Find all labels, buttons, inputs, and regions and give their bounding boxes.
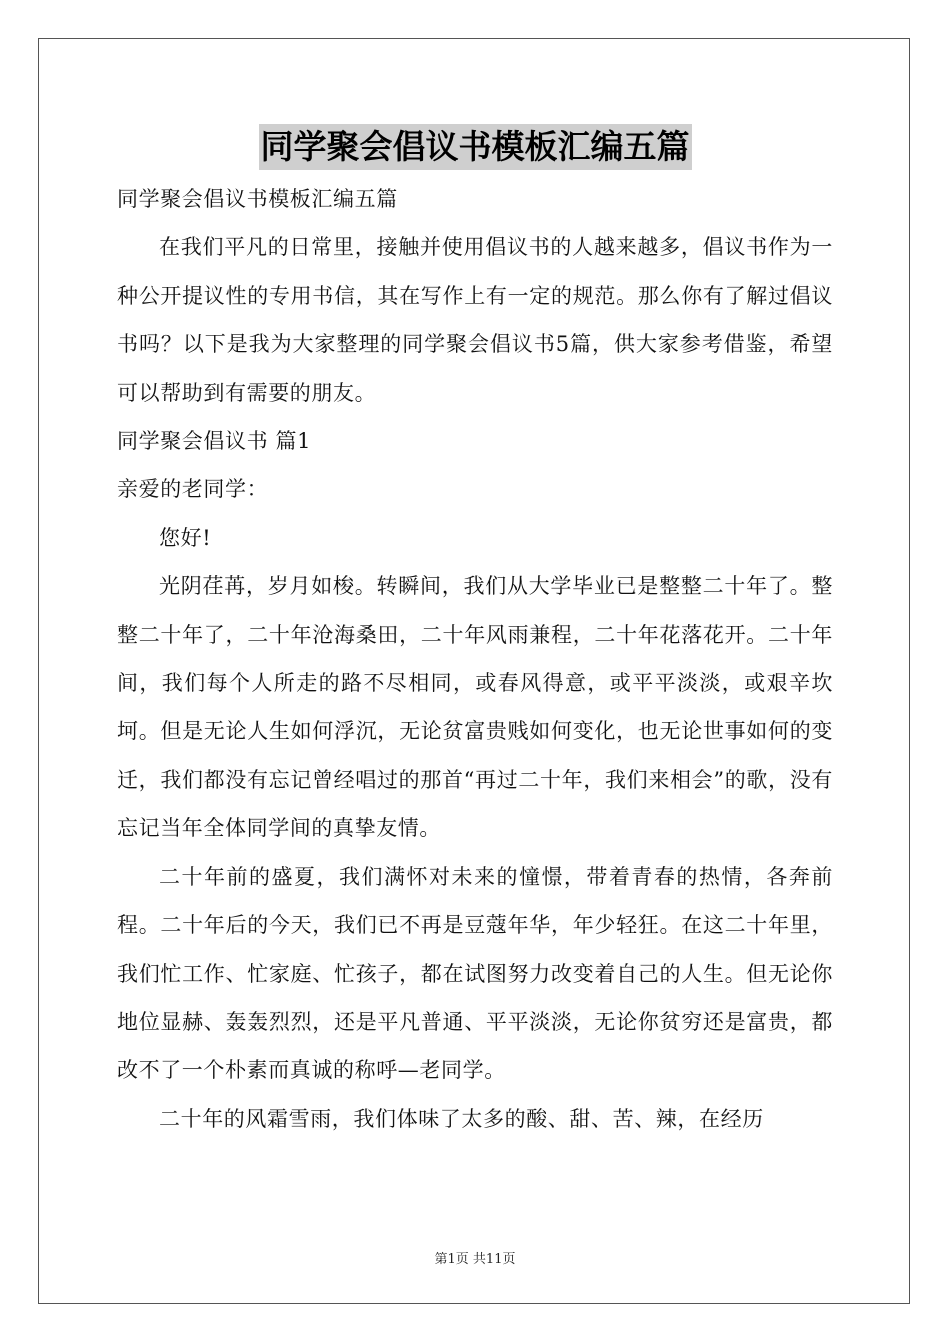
title-container: [0, 124, 950, 170]
section-heading: 同学聚会倡议书 篇1: [117, 429, 312, 454]
document-body: [117, 175, 833, 1143]
document-title: 同学聚会倡议书模板汇编五篇: [259, 124, 692, 170]
paragraph: 同学聚会倡议书模板汇编五篇: [117, 187, 398, 211]
paragraph: 在我们平凡的日常里，接触并使用倡议书的人越来越多，倡议书作为一种公开提议性的专用书信，其在写作上有一定的规范。那么你有了解过倡议书吗？以下是我为大家整理的同学聚会倡议书5篇，供大家参考借鉴，希望可以帮助到有需要的朋友。: [117, 235, 833, 405]
page-footer: 第1页 共11页: [434, 1252, 516, 1267]
paragraph: 二十年的风霜雪雨，我们体味了太多的酸、甜、苦、辣，在经历: [159, 1106, 764, 1131]
paragraph: 光阴荏苒，岁月如梭。转瞬间，我们从大学毕业已是整整二十年了。整整二十年了，二十年沧海桑田，二十年风雨兼程，二十年花落花开。二十年间，我们每个人所走的路不尽相同，或春风得意，或平平淡淡，或艰辛坎坷。但是无论人生如何浮沉，无论贫富贵贱如何变化，也无论世事如何的变迁，我们都没有忘记曾经唱过的那首“再过二十年，我们来相会”的歌，没有忘记当年全体同学间的真挚友情。: [117, 574, 833, 841]
salutation: 亲爱的老同学：: [117, 477, 269, 502]
paragraph: 二十年前的盛夏，我们满怀对未来的憧憬，带着青春的热情，各奔前程。二十年后的今天，我们已不再是豆蔻年华，年少轻狂。在这二十年里，我们忙工作、忙家庭、忙孩子，都在试图努力改变着自己的人生。但无论你地位显赫、轰轰烈烈，还是平凡普通、平平淡淡，无论你贫穷还是富贵，都改不了一个朴素而真诚的称呼—老同学。: [117, 864, 833, 1083]
greeting: 您好!: [159, 525, 212, 550]
